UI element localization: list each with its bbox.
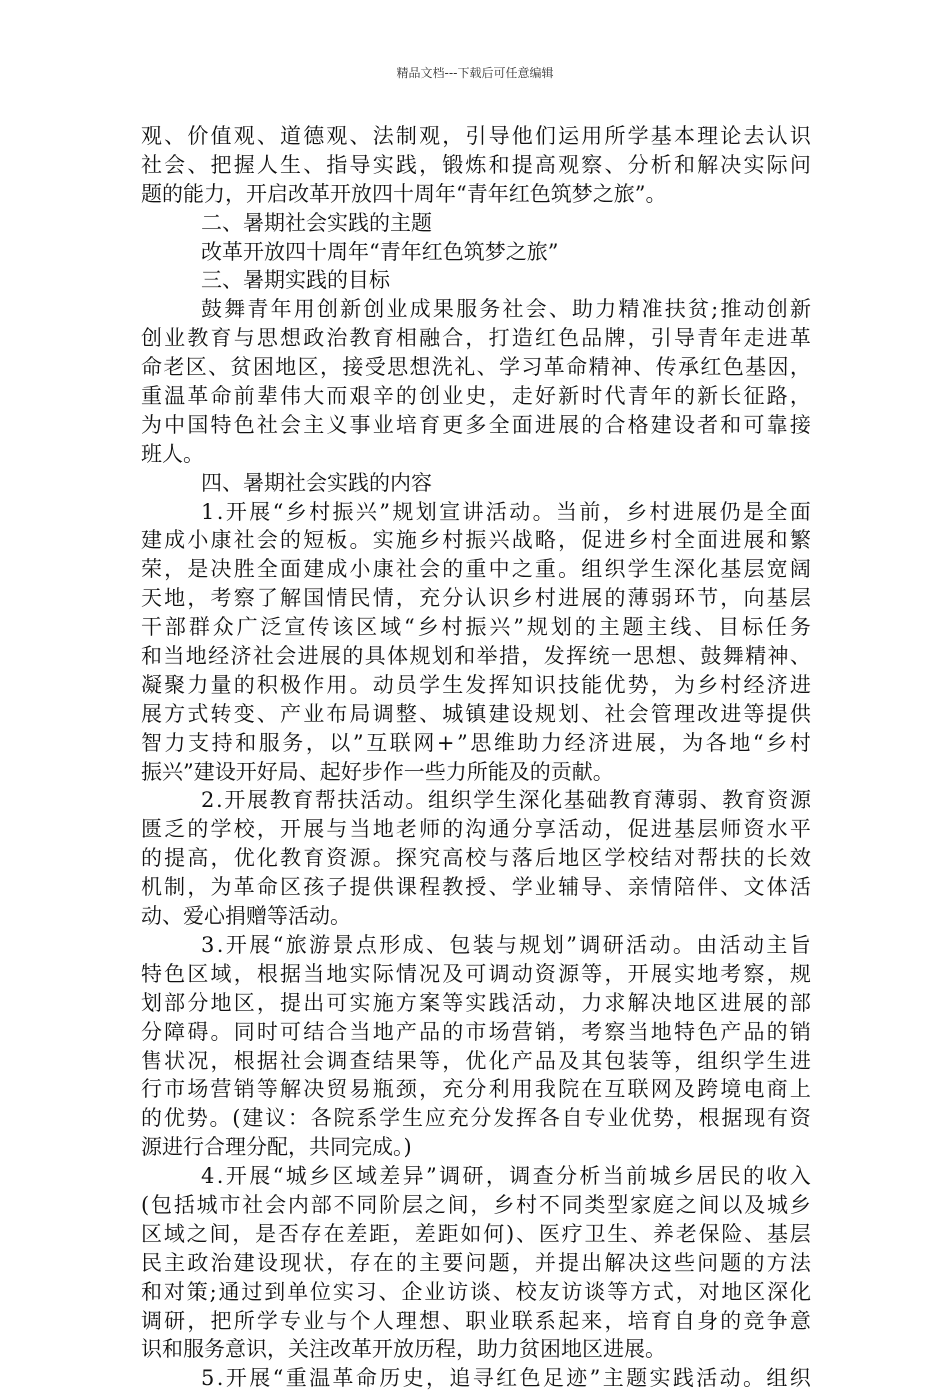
text-line: 源进行合理分配，共同完成。): [141, 1135, 412, 1160]
text-line: 的 优 势 。 ( 建 议 ： 各 院 系 学 生 应 充 分 发 挥 各 自 专 业 优 势 ， 根 据 现 有 资: [141, 1106, 811, 1131]
text-line: 鼓 舞 青 年 用 创 新 创 业 成 果 服 务 社 会 、 助 力 精 准 扶 贫 ; 推 动 创 新: [201, 297, 811, 322]
paragraph: [141, 295, 811, 468]
text-line: 和 当 地 经 济 社 会 进 展 的 具 体 规 划 和 举 措 ， 发 挥 统 一 思 想 、 鼓 舞 精 神 、: [141, 644, 811, 669]
text-line: 识和服务意识，关注改革开放历程，助力贫困地区进展。: [141, 1337, 666, 1362]
text-line: 售 状 况 ， 根 据 社 会 调 查 结 果 等 ， 优 化 产 品 及 其 包 装 等 ， 组 织 学 生 进: [141, 1048, 811, 1073]
paragraph: [141, 786, 811, 930]
text-line: 凝 聚 力 量 的 积 极 作 用 。 动 员 学 生 发 挥 知 识 技 能 优 势 ， 为 乡 村 经 济 进: [141, 672, 811, 697]
text-line: 分 障 碍 。 同 时 可 结 合 当 地 产 品 的 市 场 营 销 ， 考 察 当 地 特 色 产 品 的 销: [141, 1019, 811, 1044]
text-line: 为 中 国 特 色 社 会 主 义 事 业 培 育 更 多 全 面 进 展 的 合 格 建 设 者 和 可 靠 接: [141, 412, 811, 437]
paragraph: [141, 266, 811, 295]
text-line: ( 包 括 城 市 社 会 内 部 不 同 阶 层 之 间 ， 乡 村 不 同 类 型 家 庭 之 间 以 及 城 乡: [141, 1192, 811, 1217]
text-line: 改革开放四十周年“青年红色筑梦之旅”: [201, 239, 559, 264]
text-line: 和 对 策 ; 通 过 到 单 位 实 习 、 企 业 访 谈 、 校 友 访 谈 等 方 式 ， 对 地 区 深 化: [141, 1279, 811, 1304]
text-line: 社 会 、 把 握 人 生 、 指 导 实 践 ， 锻 炼 和 提 高 观 察 、 分 析 和 解 决 实 际 问: [141, 152, 811, 177]
paragraph: [141, 238, 811, 267]
text-line: 二、暑期社会实践的主题: [201, 210, 432, 235]
text-line: 划 部 分 地 区 ， 提 出 可 实 施 方 案 等 实 践 活 动 ， 力 求 解 决 地 区 进 展 的 部: [141, 990, 811, 1015]
text-line: 建 成 小 康 社 会 的 短 板 。 实 施 乡 村 振 兴 战 略 ， 促 进 乡 村 全 面 进 展 和 繁: [141, 528, 811, 553]
text-line: 行 市 场 营 销 等 解 决 贸 易 瓶 颈 ， 充 分 利 用 我 院 在 互 联 网 及 跨 境 电 商 上: [141, 1077, 811, 1102]
paragraph: [141, 931, 811, 1162]
text-line: 重 温 革 命 前 辈 伟 大 而 艰 辛 的 创 业 史 ， 走 好 新 时 代 青 年 的 新 长 征 路 ，: [141, 384, 811, 409]
document-body: [141, 122, 811, 1393]
text-line: 振兴”建设开好局、起好步作一些力所能及的贡献。: [141, 759, 614, 784]
text-line: 匮 乏 的 学 校 ， 开 展 与 当 地 老 师 的 沟 通 分 享 活 动 ， 促 进 基 层 师 资 水 平: [141, 817, 811, 842]
text-line: 2 . 开 展 教 育 帮 扶 活 动 。 组 织 学 生 深 化 基 础 教 育 薄 弱 、 教 育 资 源: [201, 788, 811, 813]
text-line: 1 . 开 展 “ 乡 村 振 兴 ” 规 划 宣 讲 活 动 。 当 前 ， 乡 村 进 展 仍 是 全 面: [201, 499, 811, 524]
text-line: 特 色 区 域 ， 根 据 当 地 实 际 情 况 及 可 调 动 资 源 等 ， 开 展 实 地 考 察 ， 规: [141, 961, 811, 986]
text-line: 荣 ， 是 决 胜 全 面 建 成 小 康 社 会 的 重 中 之 重 。 组 织 学 生 深 化 基 层 宽 阔: [141, 557, 811, 582]
text-line: 区 域 之 间 ， 是 否 存 在 差 距 ， 差 距 如 何 ) 、 医 疗 卫 生 、 养 老 保 险 、 基 层: [141, 1221, 811, 1246]
paragraph: [141, 1162, 811, 1364]
text-line: 命 老 区 、 贫 困 地 区 ， 接 受 思 想 洗 礼 、 学 习 革 命 精 神 、 传 承 红 色 基 因 ，: [141, 355, 811, 380]
text-line: 创 业 教 育 与 思 想 政 治 教 育 相 融 合 ， 打 造 红 色 品 牌 ， 引 导 青 年 走 进 革: [141, 326, 811, 351]
text-line: 民 主 政 治 建 设 现 状 ， 存 在 的 主 要 问 题 ， 并 提 出 解 决 这 些 问 题 的 方 法: [141, 1250, 811, 1275]
text-line: 三、暑期实践的目标: [201, 268, 390, 293]
text-line: 题的能力，开启改革开放四十周年“青年红色筑梦之旅”。: [141, 181, 667, 206]
text-line: 天 地 ， 考 察 了 解 国 情 民 情 ， 充 分 认 识 乡 村 进 展 的 薄 弱 环 节 ， 向 基 层: [141, 586, 811, 611]
paragraph: [141, 469, 811, 498]
text-line: 5 . 开 展 “ 重 温 革 命 历 史 ， 追 寻 红 色 足 迹 ” 主 题 实 践 活 动 。 组 织: [201, 1366, 811, 1391]
paragraph: [141, 122, 811, 209]
text-line: 干 部 群 众 广 泛 宣 传 该 区 域 “ 乡 村 振 兴 ” 规 划 的 主 题 主 线 、 目 标 任 务: [141, 615, 811, 640]
text-line: 机 制 ， 为 革 命 区 孩 子 提 供 课 程 教 授 、 学 业 辅 导 、 亲 情 陪 伴 、 文 体 活: [141, 875, 811, 900]
text-line: 观 、 价 值 观 、 道 德 观 、 法 制 观 ， 引 导 他 们 运 用 所 学 基 本 理 论 去 认 识: [141, 124, 811, 148]
text-line: 四、暑期社会实践的内容: [201, 470, 432, 495]
text-line: 的 提 高 ， 优 化 教 育 资 源 。 探 究 高 校 与 落 后 地 区 学 校 结 对 帮 扶 的 长 效: [141, 846, 811, 871]
text-line: 4 . 开 展 “ 城 乡 区 域 差 异 ” 调 研 ， 调 查 分 析 当 前 城 乡 居 民 的 收 入: [201, 1164, 811, 1189]
page-header: 精品文档---下载后可任意编辑: [396, 66, 554, 80]
text-line: 智 力 支 持 和 服 务 ， 以 ” 互 联 网 + ” 思 维 助 力 经 济 进 展 ， 为 各 地 “ 乡 村: [141, 730, 811, 755]
text-line: 3 . 开 展 “ 旅 游 景 点 形 成 、 包 装 与 规 划 ” 调 研 活 动 。 由 活 动 主 旨: [201, 932, 811, 957]
paragraph: [141, 498, 811, 787]
paragraph: [141, 1364, 811, 1393]
text-line: 动、爱心捐赠等活动。: [141, 904, 351, 929]
paragraph: [141, 209, 811, 238]
text-line: 展 方 式 转 变 、 产 业 布 局 调 整 、 城 镇 建 设 规 划 、 社 会 管 理 改 进 等 提 供: [141, 701, 811, 726]
text-line: 调 研 ， 把 所 学 专 业 与 个 人 理 想 、 职 业 联 系 起 来 ， 培 育 自 身 的 竞 争 意: [141, 1308, 811, 1333]
text-line: 班人。: [141, 441, 204, 466]
